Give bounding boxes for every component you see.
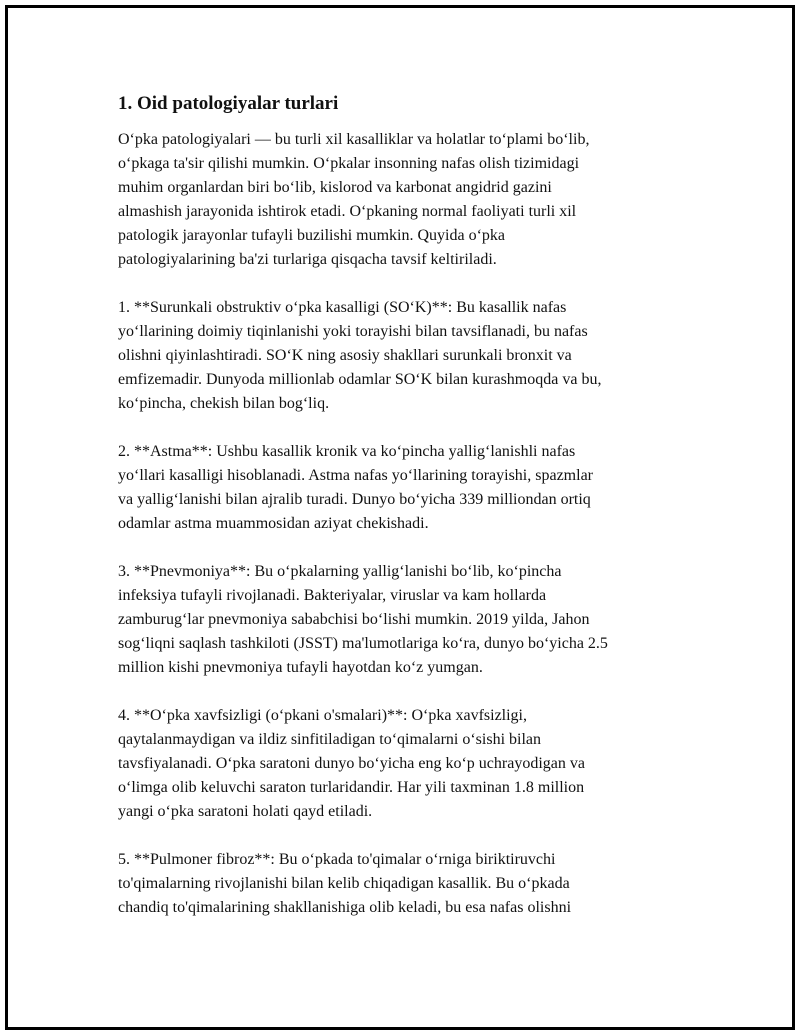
text-line: qaytalanmaydigan va ildiz sinfitiladigan to‘qimalarni o‘sishi bilan — [118, 731, 542, 748]
text-line: almashish jarayonida ishtirok etadi. O‘pkaning normal faoliyati turli xil — [118, 203, 577, 220]
copd-paragraph — [118, 296, 698, 416]
text-line: O‘pka patologiyalari — bu turli xil kasalliklar va holatlar to‘plami bo‘lib, — [118, 131, 590, 148]
text-line: yangi o‘pka saratoni holati qayd etiladi. — [118, 803, 373, 820]
text-line: tavsfiyalanadi. O‘pka saratoni dunyo bo‘yicha eng ko‘p uchrayodigan va — [118, 755, 585, 772]
text-line: zamburug‘lar pnevmoniya sababchisi bo‘lishi mumkin. 2019 yilda, Jahon — [118, 611, 590, 628]
text-line: to'qimalarning rivojlanishi bilan kelib chiqadigan kasallik. Bu o‘pkada — [118, 875, 570, 892]
text-line: ko‘pincha, chekish bilan bog‘liq. — [118, 395, 330, 412]
section-heading: 1. Oid patologiyalar turlari — [118, 93, 339, 114]
text-line: 3. **Pnevmoniya**: Bu o‘pkalarning yallig‘lanishi bo‘lib, ko‘pincha — [118, 563, 562, 580]
pneumonia-paragraph — [118, 560, 698, 680]
text-line: chandiq to'qimalarining shakllanishiga olib keladi, bu esa nafas olishni — [118, 899, 572, 916]
text-line: 2. **Astma**: Ushbu kasallik kronik va ko‘pincha yallig‘lanishli nafas — [118, 443, 576, 460]
text-line: sog‘liqni saqlash tashkiloti (JSST) ma'lumotlariga ko‘ra, dunyo bo‘yicha 2.5 — [118, 635, 608, 652]
text-line: 5. **Pulmoner fibroz**: Bu o‘pkada to'qimalar o‘rniga biriktiruvchi — [118, 851, 556, 868]
text-line: olishni qiyinlashtiradi. SO‘K ning asosiy shakllari surunkali bronxit va — [118, 347, 572, 364]
text-line: 1. **Surunkali obstruktiv o‘pka kasalligi (SO‘K)**: Bu kasallik nafas — [118, 299, 567, 316]
text-line: o‘limga olib keluvchi saraton turlaridandir. Har yili taxminan 1.8 million — [118, 779, 585, 796]
lung-tumor-paragraph — [118, 704, 698, 824]
fibrosis-paragraph — [118, 848, 698, 920]
text-line: patologiyalarining ba'zi turlariga qisqacha tavsif keltiriladi. — [118, 251, 497, 268]
text-line: o‘pkaga ta'sir qilishi mumkin. O‘pkalar insonning nafas olish tizimidagi — [118, 155, 580, 172]
text-line: muhim organlardan biri bo‘lib, kislorod va karbonat angidrid gazini — [118, 179, 552, 196]
text-line: 4. **O‘pka xavfsizligi (o‘pkani o'smalari)**: O‘pka xavfsizligi, — [118, 707, 527, 724]
text-line: infeksiya tufayli rivojlanadi. Bakteriyalar, viruslar va kam hollarda — [118, 587, 547, 604]
text-line: million kishi pnevmoniya tufayli hayotdan ko‘z yumgan. — [118, 659, 483, 676]
asthma-paragraph — [118, 440, 698, 536]
text-line: yo‘llarining doimiy tiqinlanishi yoki torayishi bilan tavsiflanadi, bu nafas — [118, 323, 588, 340]
text-line: yo‘llari kasalligi hisoblanadi. Astma nafas yo‘llarining torayishi, spazmlar — [118, 467, 593, 484]
document-body — [118, 92, 698, 920]
text-line: odamlar astma muammosidan aziyat chekishadi. — [118, 515, 429, 532]
intro-paragraph — [118, 128, 698, 272]
text-line: patologik jarayonlar tufayli buzilishi mumkin. Quyida o‘pka — [118, 227, 506, 244]
text-line: emfizemadir. Dunyoda millionlab odamlar SO‘K bilan kurashmoqda va bu, — [118, 371, 602, 388]
text-line: va yallig‘lanishi bilan ajralib turadi. Dunyo bo‘yicha 339 milliondan ortiq — [118, 491, 591, 508]
